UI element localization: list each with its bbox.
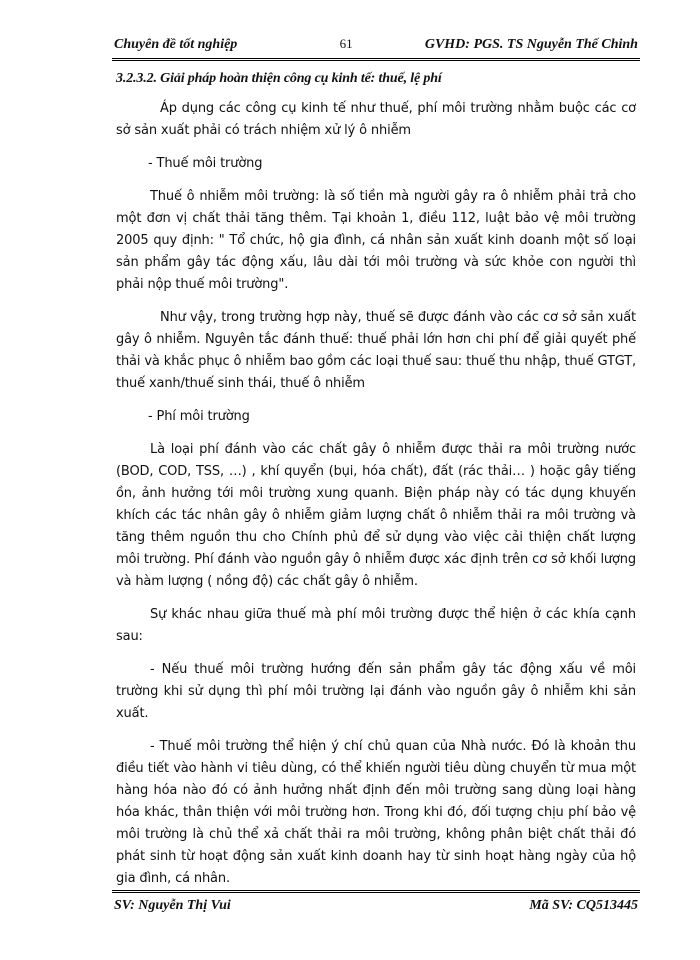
paragraph-tax-principle: Như vậy, trong trường hợp này, thuế sẽ được đánh vào các cơ sở sản xuất gây ô nhiễm. Nguyên tắc đánh thuế: thuế phải lớn hơn chi phí để giải quyết phế thải và khắc phục ô nhiễm bao gồm các loại thuế sau: thuế thu nhập, thuế GTGT, thuế xanh/thuế sinh thái, thuế ô nhiễm <box>116 310 636 391</box>
footer-student-name: SV: Nguyễn Thị Vui <box>114 898 231 913</box>
header-thesis-title: Chuyên đề tốt nghiệp <box>114 37 238 52</box>
header-rule <box>112 58 640 61</box>
bullet-environment-fee: - Phí môi trường <box>148 409 250 424</box>
bullet-environment-tax: - Thuế môi trường <box>148 156 263 171</box>
paragraph-differences: Sự khác nhau giữa thuế mà phí môi trường được thể hiện ở các khía cạnh sau: <box>116 607 636 644</box>
page-body <box>116 68 636 901</box>
page-footer <box>114 898 638 914</box>
paragraph-difference-2: - Thuế môi trường thể hiện ý chí chủ quan của Nhà nước. Đó là khoản thu điều tiết vào hành vi tiêu dùng, có thể khiến người tiêu dùng chuyển từ mua một hàng hóa nào đó có ảnh hưởng nhất định đến môi trường sang dùng loại hàng hóa khác, thân thiện với môi trường hơn. Trong khi đó, đối tượng chịu phí bảo vệ môi trường là chủ thể xả chất thải ra môi trường, không phân biệt chất thải đó phát sinh từ hoạt động sản xuất kinh doanh hay từ sinh hoạt hàng ngày của hộ gia đình, cá nhân. <box>116 739 636 886</box>
paragraph-difference-1: - Nếu thuế môi trường hướng đến sản phẩm gây tác động xấu về môi trường khi sử dụng thì phí môi trường lại đánh vào nguồn gây ô nhiễm khi sản xuất. <box>116 662 636 721</box>
footer-rule <box>112 890 640 893</box>
paragraph-fee-definition: Là loại phí đánh vào các chất gây ô nhiễm được thải ra môi trường nước (BOD, COD, TSS, …) , khí quyển (bụi, hóa chất), đất (rác thải… ) hoặc gây tiếng ồn, ảnh hưởng tới môi trường xung quanh. Biện pháp này có tác dụng khuyến khích các tác nhân gây ô nhiễm giảm lượng chất ô nhiễm thải ra môi trường và tăng thêm nguồn thu cho Chính phủ để sử dụng vào việc cải thiện chất lượng môi trường. Phí đánh vào nguồn gây ô nhiễm được xác định trên cơ sở khối lượng và hàm lượng ( nồng độ) các chất gây ô nhiễm. <box>116 442 636 589</box>
paragraph-intro: Áp dụng các công cụ kinh tế như thuế, phí môi trường nhằm buộc các cơ sở sản xuất phải có trách nhiệm xử lý ô nhiễm <box>116 101 636 138</box>
page-header <box>114 36 638 53</box>
header-supervisor: GVHD: PGS. TS Nguyễn Thế Chinh <box>424 37 638 52</box>
section-heading: 3.2.3.2. Giải pháp hoàn thiện công cụ kinh tế: thuế, lệ phí <box>116 71 442 86</box>
page-number: 61 <box>339 36 353 51</box>
paragraph-tax-definition: Thuế ô nhiễm môi trường: là số tiền mà người gây ra ô nhiễm phải trả cho một đơn vị chất thải tăng thêm. Tại khoản 1, điều 112, luật bảo vệ môi trường 2005 quy định: " Tổ chức, hộ gia đình, cá nhân sản xuất kinh doanh một số loại sản phẩm gây tác động xấu, lâu dài tới môi trường và sức khỏe con người thì phải nộp thuế môi trường". <box>116 189 636 292</box>
footer-student-id: Mã SV: CQ513445 <box>529 898 638 913</box>
